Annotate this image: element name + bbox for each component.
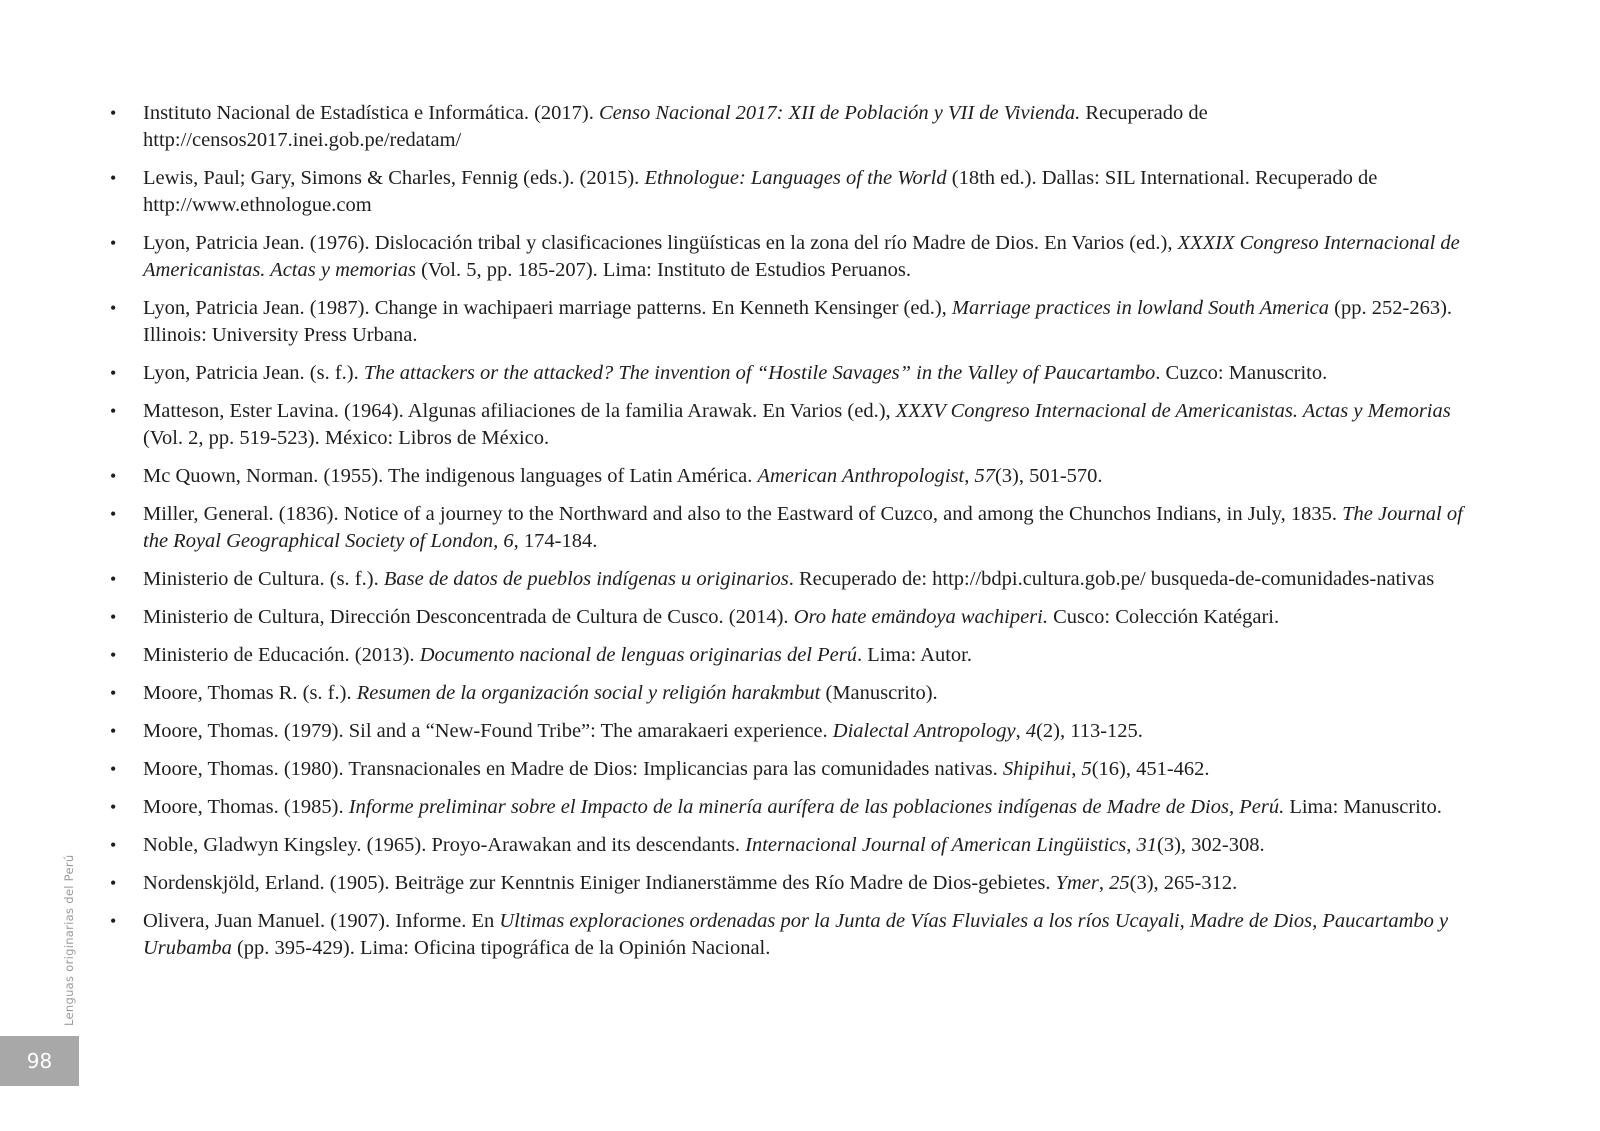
reference-text: Lyon, Patricia Jean. (s. f.). [143,362,364,384]
reference-title-italic: Documento nacional de lenguas originarias del Perú [419,644,857,666]
reference-text: Olivera, Juan Manuel. (1907). Informe. En [143,910,500,932]
reference-item [143,756,1463,783]
reference-text: Ministerio de Educación. (2013). [143,644,420,666]
reference-title-italic: Oro hate emändoya wachiperi. [793,606,1048,628]
reference-title-italic: XXXV Congreso Internacional de Americanistas. Actas y Memorias [895,400,1451,422]
reference-text: . Lima: Autor. [856,644,972,666]
reference-text: (16), 451-462. [1091,758,1210,780]
reference-item [143,230,1463,284]
reference-text: Lima: Manuscrito. [1284,796,1442,818]
reference-item [143,604,1463,631]
reference-text: , [1126,834,1137,856]
reference-item [143,908,1463,962]
reference-text: . Cuzco: Manuscrito. [1155,362,1328,384]
reference-text: (3), 501-570. [994,465,1103,487]
reference-item [143,680,1463,707]
reference-item [143,832,1463,859]
reference-text: (3), 265-312. [1129,872,1238,894]
reference-text: Lewis, Paul; Gary, Simons & Charles, Fennig (eds.). (2015). [143,167,645,189]
reference-text: Matteson, Ester Lavina. (1964). Algunas afiliaciones de la familia Arawak. En Varios (ed.), [143,400,896,422]
reference-title-italic: XXXIX Congreso Internacional de Americanistas. Actas y memorias [143,232,1460,281]
reference-item [143,165,1463,219]
reference-title-italic: American Anthropologist [757,465,965,487]
reference-title-italic: Ultimas exploraciones ordenadas por la Junta de Vías Fluviales a los ríos Ucayali, Madre de Dios, Paucartambo y Urubamba [143,910,1449,959]
reference-text: Ministerio de Cultura, Dirección Desconcentrada de Cultura de Cusco. (2014). [143,606,794,628]
reference-text: . Recuperado de: http://bdpi.cultura.gob.pe/ busqueda-de-comunidades-nativas [788,568,1435,590]
reference-text: Lyon, Patricia Jean. (1987). Change in wachipaeri marriage patterns. En Kenneth Kensinger (ed.), [143,297,952,319]
reference-text: (18th ed.). Dallas: SIL International. Recuperado de http://www.ethnologue.com [143,167,1378,216]
reference-list [143,100,1463,973]
reference-title-italic: The attackers or the attacked? The invention of “Hostile Savages” in the Valley of Paucartambo [363,362,1156,384]
reference-text: Cusco: Colección Katégari. [1048,606,1280,628]
reference-text: (3), 302-308. [1157,834,1265,856]
reference-item [143,718,1463,745]
reference-text: , [1071,758,1082,780]
reference-text: , [1015,720,1026,742]
reference-title-italic: Ymer [1055,872,1099,894]
reference-item [143,794,1463,821]
reference-item [143,566,1463,593]
reference-text: Miller, General. (1836). Notice of a journey to the Northward and also to the Eastward of Cuzco, and among the Chunchos Indians, in July, 1835. [143,503,1343,525]
reference-title-italic: 25 [1109,872,1130,894]
reference-title-italic: Internacional Journal of American Lingüistics [745,834,1127,856]
page-number-box [0,1036,79,1086]
reference-text: , [964,465,975,487]
reference-title-italic: Marriage practices in lowland South America [951,297,1330,319]
reference-text: Moore, Thomas. (1980). Transnacionales en Madre de Dios: Implicancias para las comunidades nativas. [143,758,1003,780]
reference-item [143,870,1463,897]
reference-text: Mc Quown, Norman. (1955). The indigenous languages of Latin América. [143,465,758,487]
reference-text: , 174-184. [513,530,598,552]
reference-item [143,295,1463,349]
book-title-label: Lenguas originarias del Perú [62,854,76,1026]
reference-text: Instituto Nacional de Estadística e Informática. (2017). [143,102,599,124]
reference-item [143,501,1463,555]
reference-item [143,463,1463,490]
reference-text: (2), 113-125. [1036,720,1143,742]
reference-text: (Manuscrito). [820,682,938,704]
reference-text: (pp. 395-429). Lima: Oficina tipográfica de la Opinión Nacional. [231,937,771,959]
reference-text: (pp. 252-263). Illinois: University Press Urbana. [143,297,1453,346]
reference-title-italic: Shipihui [1002,758,1072,780]
reference-title-italic: The Journal of the Royal Geographical Society of London, 6 [143,503,1463,552]
reference-text: Ministerio de Cultura. (s. f.). [143,568,384,590]
reference-text: Moore, Thomas R. (s. f.). [143,682,357,704]
reference-title-italic: Resumen de la organización social y religión harakmbut [356,682,821,704]
reference-title-italic: Informe preliminar sobre el Impacto de la minería aurífera de las poblaciones indígenas de Madre de Dios, Perú. [348,796,1285,818]
reference-item [143,360,1463,387]
reference-text: (Vol. 2, pp. 519-523). México: Libros de México. [143,427,550,449]
reference-text: , [1098,872,1110,894]
reference-text: Moore, Thomas. (1985). [143,796,349,818]
reference-title-italic: 5 [1081,758,1092,780]
reference-text: Recuperado de http://censos2017.inei.gob.pe/redatam/ [143,102,1208,151]
reference-text: (Vol. 5, pp. 185-207). Lima: Instituto de Estudios Peruanos. [415,259,911,281]
reference-text: Moore, Thomas. (1979). Sil and a “New-Found Tribe”: The amarakaeri experience. [143,720,833,742]
reference-title-italic: Base de datos de pueblos indígenas u originarios [383,568,789,590]
reference-item [143,642,1463,669]
reference-title-italic: 4 [1025,720,1037,742]
reference-title-italic: Ethnologue: Languages of the World [644,167,947,189]
reference-title-italic: 57 [974,465,995,487]
reference-text: Noble, Gladwyn Kingsley. (1965). Proyo-Arawakan and its descendants. [143,834,746,856]
page-number: 98 [26,1049,53,1073]
reference-text: Lyon, Patricia Jean. (1976). Dislocación tribal y clasificaciones lingüísticas en la zona del río Madre de Dios. En Varios (ed.), [143,232,1178,254]
reference-text: Nordenskjöld, Erland. (1905). Beiträge zur Kenntnis Einiger Indianerstämme des Río Madre de Dios-gebietes. [143,872,1056,894]
reference-title-italic: 31 [1136,834,1158,856]
reference-item [143,100,1463,154]
reference-title-italic: Dialectal Antropology [832,720,1016,742]
reference-title-italic: Censo Nacional 2017: XII de Población y VII de Vivienda. [598,102,1081,124]
reference-item [143,398,1463,452]
